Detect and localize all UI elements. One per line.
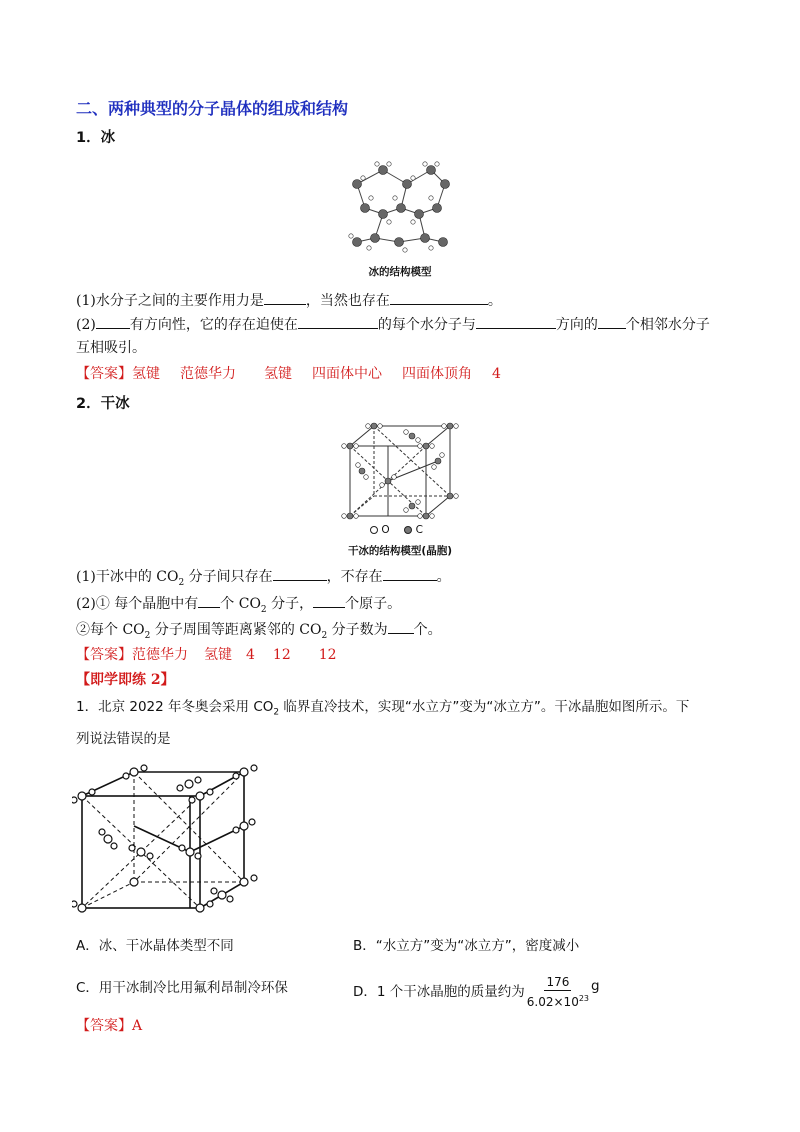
dry-ice-legend: O C	[370, 524, 423, 536]
blank[interactable]	[273, 566, 327, 581]
blank[interactable]	[264, 290, 306, 305]
option-c[interactable]: C．用干冰制冷比用氟利昂制冷环保	[76, 980, 288, 996]
blank[interactable]	[390, 290, 488, 305]
ice-heading: 1．冰	[76, 130, 116, 146]
ice-structure-figure	[345, 150, 455, 262]
blank[interactable]	[96, 314, 130, 329]
dry-ice-answer: 【答案】范德华力 氢键 4 12 12	[76, 647, 337, 663]
blank[interactable]	[598, 314, 626, 329]
ice-question-1: (1)水分子之间的主要作用力是 ，当然也存在 。	[76, 290, 502, 311]
ice-figure-caption: 冰的结构模型	[368, 266, 432, 278]
dry-ice-unit-cell-figure	[340, 418, 462, 522]
practice-answer: 【答案】A	[76, 1018, 143, 1034]
mass-fraction: $\frac{176}{6.02\times 10^{23}}$	[526, 974, 590, 1009]
section-title: 二、两种典型的分子晶体的组成和结构	[76, 99, 349, 118]
dry-ice-cell-large-figure	[72, 764, 268, 914]
dry-ice-heading: 2．干冰	[76, 396, 130, 412]
carbon-atom-icon	[404, 526, 412, 534]
option-b[interactable]: B．“水立方”变为“冰立方”，密度减小	[353, 938, 580, 954]
blank[interactable]	[198, 593, 220, 608]
dry-ice-question-3: ②每个 $CO_2$ 分子周围等距离紧邻的 $CO_2$ 分子数为 个。	[76, 619, 442, 646]
dry-ice-figure-caption: 干冰的结构模型(晶胞)	[347, 545, 453, 557]
oxygen-atom-icon	[370, 526, 378, 534]
option-a[interactable]: A．冰、干冰晶体类型不同	[76, 938, 234, 954]
ice-question-2: (2) 有方向性，它的存在迫使在 的每个水分子与 方向的 个相邻水分子	[76, 314, 710, 335]
practice-stem-cont: 列说法错误的是	[76, 731, 171, 747]
blank[interactable]	[388, 619, 414, 634]
practice-stem: 1．北京 2022 年冬奥会采用 $CO_2$ 临界直冷技术，实现“水立方”变为“冰立方”。干冰晶胞如图所示。下	[76, 699, 690, 718]
dry-ice-question-2: (2)① 每个晶胞中有 个 $CO_2$ 分子， 个原子。	[76, 593, 401, 620]
practice-label: 【即学即练 2】	[76, 672, 175, 688]
blank[interactable]	[383, 566, 437, 581]
blank[interactable]	[298, 314, 378, 329]
dry-ice-question-1: (1)干冰中的 $CO_2$ 分子间只存在 ，不存在 。	[76, 566, 451, 593]
ice-answer: 【答案】氢键 范德华力 氢键 四面体中心 四面体顶角 4	[76, 366, 501, 382]
blank[interactable]	[476, 314, 556, 329]
ice-question-2-cont: 互相吸引。	[76, 340, 146, 356]
blank[interactable]	[313, 593, 345, 608]
option-d[interactable]: D．1 个干冰晶胞的质量约为 $\frac{176}{6.02\times 10^{23}}$ g	[353, 974, 600, 1009]
